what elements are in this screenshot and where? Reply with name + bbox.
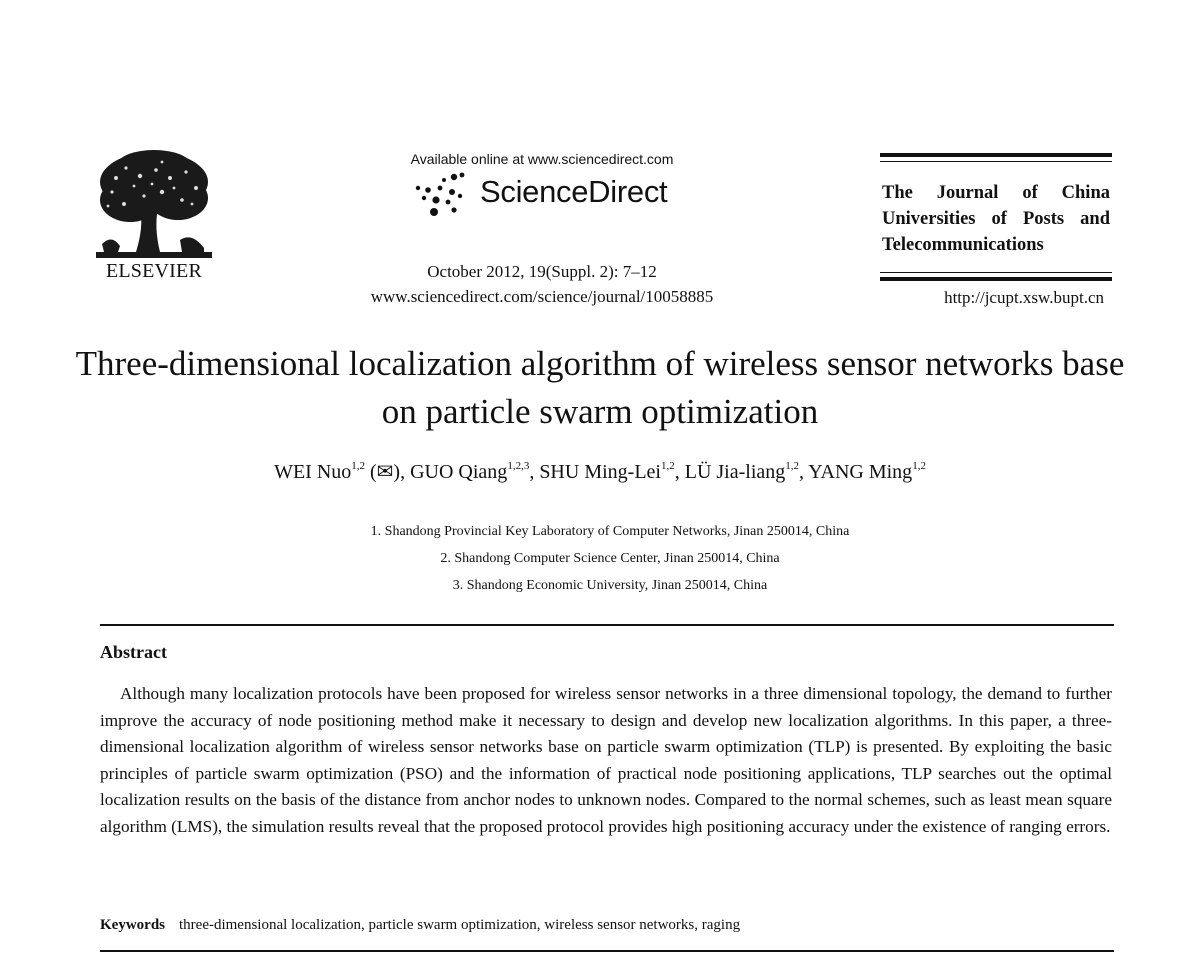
author-affiliation-marker: 1,2 <box>912 460 926 472</box>
keywords-line <box>100 917 740 934</box>
author-affiliation-marker: 1,2 <box>785 460 800 472</box>
keywords-label: Keywords <box>100 917 165 933</box>
keywords-divider-bottom <box>100 950 1114 952</box>
journal-url[interactable]: www.sciencedirect.com/science/journal/10058885 <box>370 287 714 306</box>
affiliation-2: 2. Shandong Computer Science Center, Jinan 250014, China <box>440 551 780 566</box>
author-affiliation-marker: 1,2 <box>660 460 675 472</box>
elsevier-tree-icon <box>96 148 212 258</box>
abstract-body: Although many localization protocols have been proposed for wireless sensor networks in a three dimensional topology, the demand to further improve the accuracy of node positioning method make it necessary to design and develop new localization algorithms. In this paper, a three-dimensional localization algorithm of wireless sensor networks base on particle swarm optimization (TLP) is presented. By exploiting the basic principles of particle swarm optimization (PSO) and the information of practical node positioning applications, TLP searches out the optimal localization results on the basis of the distance from anchor nodes to unknown nodes. Compared to the normal schemes, such as least mean square algorithm (LMS), the simulation results reveal that the proposed protocol provides high positioning accuracy under the existence of ranging errors. <box>100 684 1112 836</box>
author-name: SHU Ming-Lei <box>539 461 661 483</box>
abstract-heading: Abstract <box>100 642 167 662</box>
journal-name: The Journal of China Universities of Posts and Telecommunications <box>882 183 1110 255</box>
journal-site-url[interactable]: http://jcupt.xsw.bupt.cn <box>944 288 1104 307</box>
journal-rule-bottom-thin <box>880 272 1112 273</box>
sciencedirect-dots-icon <box>414 172 470 218</box>
author-name: YANG Ming <box>808 461 913 483</box>
keywords-text: three-dimensional localization, particle swarm optimization, wireless sensor networks, raging <box>179 917 741 933</box>
corresponding-mark: (✉) <box>370 461 401 483</box>
journal-rule-bottom-thick <box>880 277 1112 281</box>
author-name: WEI Nuo <box>274 461 352 483</box>
sciencedirect-logo <box>414 172 684 220</box>
affiliation-3: 3. Shandong Economic University, Jinan 250014, China <box>452 578 768 593</box>
affiliation-1: 1. Shandong Provincial Key Laboratory of Computer Networks, Jinan 250014, China <box>370 524 850 539</box>
article-title: Three-dimensional localization algorithm of wireless sensor networks base on particle swarm optimization <box>75 344 1125 431</box>
abstract-divider-top <box>100 624 1114 626</box>
available-online-text: Available online at www.sciencedirect.com <box>410 151 674 167</box>
author-name: LÜ Jia-liang <box>684 461 786 483</box>
author-affiliation-marker: 1,2,3 <box>507 460 530 472</box>
sciencedirect-wordmark: ScienceDirect <box>480 174 668 209</box>
author-name: GUO Qiang <box>410 461 508 483</box>
author-list: WEI Nuo$^{1,2}$ (✉), GUO Qiang$^{1,2,3}$, SHU Ming-Lei$^{1,2}$, LÜ Jia-liang$^{1,2}$, YANG Ming$^{1,2}$ <box>274 460 926 483</box>
journal-rule-top-thick <box>880 153 1112 157</box>
journal-rule-top-thin <box>880 161 1112 162</box>
author-affiliation-marker: 1,2 <box>351 460 366 472</box>
publisher-name: ELSEVIER <box>105 260 203 282</box>
issue-info: October 2012, 19(Suppl. 2): 7–12 <box>427 262 657 281</box>
